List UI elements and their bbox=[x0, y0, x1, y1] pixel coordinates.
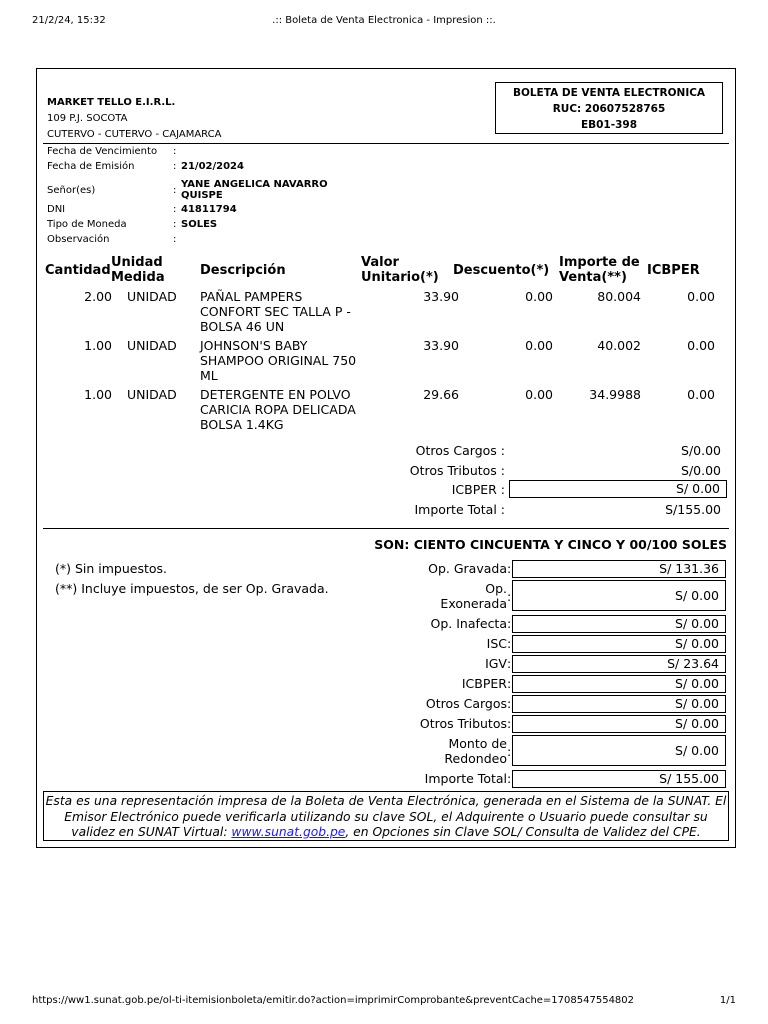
header-descripcion: Descripción bbox=[200, 263, 286, 278]
cell-unidad: UNIDAD bbox=[127, 387, 177, 402]
items-header bbox=[43, 255, 733, 289]
header-importe: Importe de Venta(**) bbox=[559, 255, 640, 285]
cell-descripcion: PAÑAL PAMPERS CONFORT SEC TALLA P - BOLSA 46 UN bbox=[200, 289, 351, 334]
total-label: Op. Exonerada bbox=[440, 581, 507, 611]
meta-label: Observación bbox=[47, 234, 110, 245]
cell-descripcion: DETERGENTE EN POLVO CARICIA ROPA DELICADA BOLSA 1.4KG bbox=[200, 387, 356, 432]
meta-label: Fecha de Vencimiento bbox=[47, 146, 158, 157]
meta-row bbox=[47, 219, 371, 234]
header-icbper: ICBPER bbox=[647, 263, 700, 278]
subtotal-label: Otros Tributos : bbox=[409, 462, 505, 478]
table-row bbox=[43, 338, 733, 387]
issuer-name: MARKET TELLO E.I.R.L. bbox=[47, 97, 176, 108]
total-value: S/ 0.00 bbox=[512, 695, 726, 713]
print-url: https://ww1.sunat.gob.pe/ol-ti-itemisionboleta/emitir.do?action=imprimirComprobante&preventCache=1708547554802 bbox=[32, 995, 635, 1006]
header-cantidad: Cantidad bbox=[45, 263, 111, 278]
subtotal-row bbox=[337, 480, 727, 500]
total-value: S/ 0.00 bbox=[512, 615, 726, 633]
total-value: S/ 0.00 bbox=[512, 715, 726, 733]
subtotal-label: ICBPER : bbox=[451, 482, 505, 497]
total-colon: : bbox=[507, 656, 512, 671]
issuer-block bbox=[47, 95, 221, 143]
subtotal-value: S/ 0.00 bbox=[509, 480, 727, 498]
cell-valor-unitario: 29.66 bbox=[423, 387, 459, 402]
cell-descuento: 0.00 bbox=[525, 387, 553, 402]
meta-label: Señor(es) bbox=[47, 184, 96, 196]
total-value: S/ 0.00 bbox=[512, 675, 726, 693]
document-type-box bbox=[495, 82, 723, 134]
total-colon: : bbox=[507, 744, 512, 759]
meta-label: Tipo de Moneda bbox=[47, 219, 127, 230]
legal-text: Esta es una representación impresa de la Boleta de Venta Electrónica, generada en el Sistema de la SUNAT. El Emisor Electrónico puede verificarla utilizando su clave SOL, el Adquirente o Usuario puede consultar su validez en SUNAT Virtual: bbox=[45, 794, 727, 839]
total-row bbox=[337, 714, 729, 734]
header-unidad: Unidad Medida bbox=[111, 255, 165, 285]
meta-row bbox=[47, 176, 371, 204]
total-value: S/ 155.00 bbox=[512, 770, 726, 788]
total-colon: : bbox=[507, 716, 512, 731]
amount-in-words: SON: CIENTO CINCUENTA Y CINCO Y 00/100 SOLES bbox=[374, 537, 727, 552]
meta-colon: : bbox=[173, 204, 177, 215]
total-label: Op. Gravada bbox=[428, 561, 507, 576]
meta-colon: : bbox=[173, 219, 177, 230]
table-row bbox=[43, 289, 733, 338]
total-label: Importe Total bbox=[424, 771, 507, 786]
subtotal-row bbox=[337, 500, 727, 520]
meta-row bbox=[47, 234, 371, 249]
subtotal-row bbox=[337, 461, 727, 481]
cell-importe: 80.004 bbox=[597, 289, 641, 304]
meta-row bbox=[47, 161, 371, 176]
tax-notes bbox=[55, 559, 329, 599]
document-type: BOLETA DE VENTA ELECTRONICA bbox=[512, 87, 706, 99]
subtotals bbox=[337, 441, 727, 519]
meta-value: 41811794 bbox=[181, 204, 237, 215]
total-row bbox=[337, 614, 729, 634]
divider bbox=[43, 528, 729, 529]
total-row bbox=[337, 769, 729, 789]
items-table bbox=[43, 255, 733, 436]
total-colon: : bbox=[507, 589, 512, 604]
total-label: Otros Tributos bbox=[419, 716, 507, 731]
issuer-address-2: CUTERVO - CUTERVO - CAJAMARCA bbox=[47, 129, 222, 140]
invoice-document bbox=[36, 68, 736, 848]
meta-value: 21/02/2024 bbox=[181, 161, 244, 172]
document-ruc: RUC: 20607528765 bbox=[552, 103, 666, 115]
total-colon: : bbox=[507, 771, 512, 786]
total-colon: : bbox=[507, 561, 512, 576]
print-page-number: 1/1 bbox=[719, 995, 736, 1006]
cell-cantidad: 1.00 bbox=[84, 338, 112, 353]
subtotal-label: Importe Total : bbox=[414, 501, 505, 517]
total-label: ICBPER bbox=[461, 676, 507, 691]
cell-unidad: UNIDAD bbox=[127, 338, 177, 353]
print-window-title: .:: Boleta de Venta Electronica - Impresion ::. bbox=[272, 15, 496, 26]
meta-colon: : bbox=[173, 161, 177, 172]
total-row bbox=[337, 579, 729, 614]
subtotal-label: Otros Cargos : bbox=[415, 443, 505, 458]
customer-meta bbox=[47, 146, 371, 249]
note-sin-impuestos: (*) Sin impuestos. bbox=[55, 561, 168, 576]
meta-label: DNI bbox=[47, 204, 66, 215]
cell-unidad: UNIDAD bbox=[127, 289, 177, 304]
cell-descuento: 0.00 bbox=[525, 338, 553, 353]
cell-importe: 34.9988 bbox=[589, 387, 641, 402]
total-row bbox=[337, 654, 729, 674]
print-header bbox=[32, 15, 736, 31]
print-datetime: 21/2/24, 15:32 bbox=[32, 15, 106, 26]
total-value: S/ 0.00 bbox=[512, 580, 726, 611]
divider bbox=[43, 143, 729, 144]
meta-colon: : bbox=[173, 234, 177, 245]
total-value: S/ 0.00 bbox=[512, 735, 726, 766]
total-row bbox=[337, 559, 729, 579]
cell-icbper: 0.00 bbox=[687, 289, 715, 304]
subtotal-value: S/0.00 bbox=[681, 443, 721, 458]
subtotal-row bbox=[337, 441, 727, 461]
meta-row bbox=[47, 204, 371, 219]
cell-icbper: 0.00 bbox=[687, 387, 715, 402]
legal-text-end: , en Opciones sin Clave SOL/ Consulta de Validez del CPE. bbox=[345, 825, 701, 839]
meta-row bbox=[47, 146, 371, 161]
note-incluye-impuestos: (**) Incluye impuestos, de ser Op. Gravada. bbox=[55, 581, 329, 596]
total-row bbox=[337, 634, 729, 654]
subtotal-value: S/0.00 bbox=[681, 462, 721, 478]
total-row bbox=[337, 694, 729, 714]
total-value: S/ 131.36 bbox=[512, 560, 726, 578]
totals-summary bbox=[337, 559, 729, 789]
meta-value: SOLES bbox=[181, 219, 218, 230]
meta-colon: : bbox=[173, 184, 177, 196]
meta-colon: : bbox=[173, 146, 177, 157]
total-row bbox=[337, 734, 729, 769]
cell-importe: 40.002 bbox=[597, 338, 641, 353]
document-number: EB01-398 bbox=[580, 119, 638, 131]
total-colon: : bbox=[507, 636, 512, 651]
total-row bbox=[337, 674, 729, 694]
total-colon: : bbox=[507, 696, 512, 711]
total-label: ISC bbox=[486, 636, 507, 651]
sunat-link[interactable]: www.sunat.gob.pe bbox=[231, 825, 346, 839]
cell-icbper: 0.00 bbox=[687, 338, 715, 353]
total-colon: : bbox=[507, 676, 512, 691]
cell-valor-unitario: 33.90 bbox=[423, 289, 459, 304]
total-label: IGV bbox=[485, 656, 507, 671]
legal-notice bbox=[43, 791, 729, 841]
issuer-address-1: 109 P.J. SOCOTA bbox=[47, 113, 128, 124]
cell-cantidad: 1.00 bbox=[84, 387, 112, 402]
total-colon: : bbox=[507, 616, 512, 631]
subtotal-value: S/155.00 bbox=[665, 501, 721, 517]
total-label: Monto de Redondeo bbox=[444, 736, 507, 766]
meta-label: Fecha de Emisión bbox=[47, 161, 135, 172]
meta-value: YANE ANGELICA NAVARRO QUISPE bbox=[181, 179, 328, 201]
table-row bbox=[43, 387, 733, 436]
total-value: S/ 23.64 bbox=[512, 655, 726, 673]
cell-cantidad: 2.00 bbox=[84, 289, 112, 304]
header-descuento: Descuento(*) bbox=[453, 263, 550, 278]
cell-valor-unitario: 33.90 bbox=[423, 338, 459, 353]
cell-descuento: 0.00 bbox=[525, 289, 553, 304]
total-label: Otros Cargos bbox=[425, 696, 507, 711]
header-valor-unitario: Valor Unitario(*) bbox=[361, 255, 439, 285]
cell-descripcion: JOHNSON'S BABY SHAMPOO ORIGINAL 750 ML bbox=[200, 338, 357, 383]
total-label: Op. Inafecta bbox=[430, 616, 507, 631]
total-value: S/ 0.00 bbox=[512, 635, 726, 653]
